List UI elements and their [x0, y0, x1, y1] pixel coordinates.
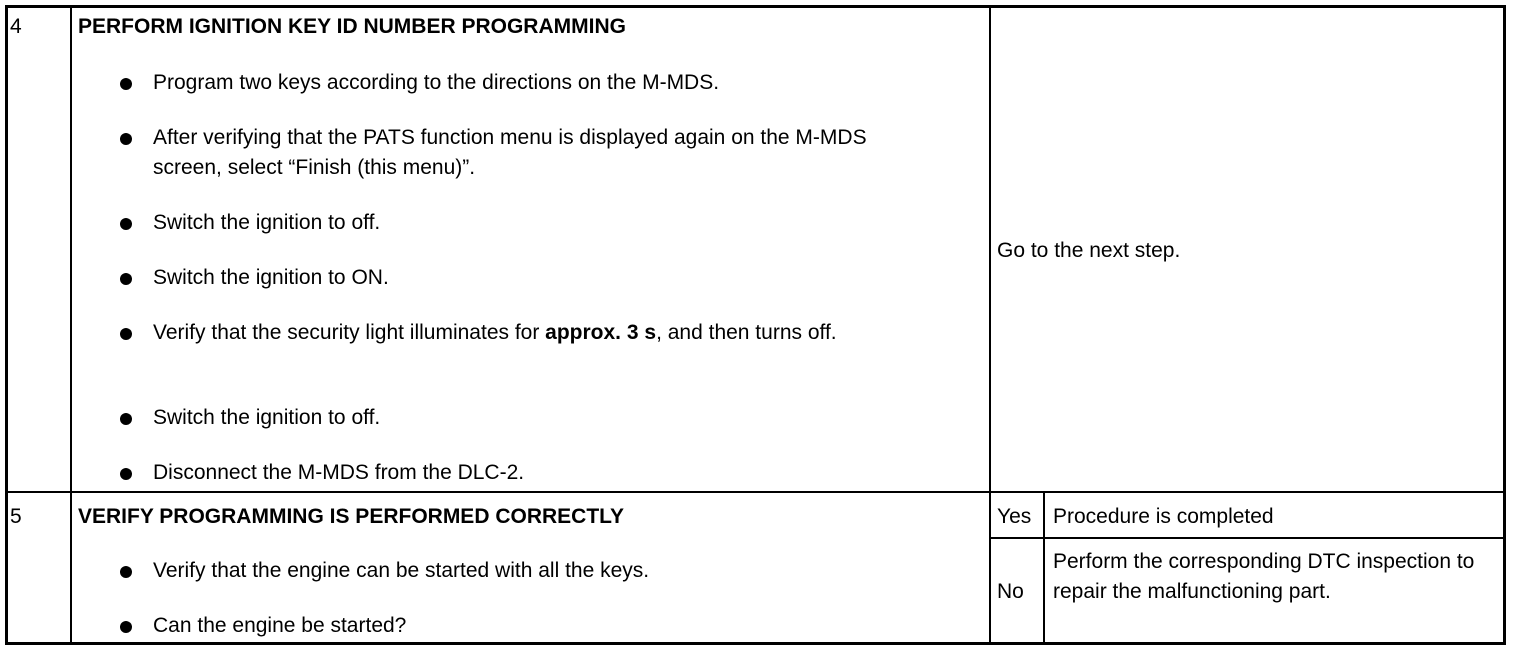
bullet-icon [120, 133, 132, 145]
bullet-icon [120, 78, 132, 90]
outcome-divider [990, 537, 1506, 539]
bullet-icon [120, 621, 132, 633]
step-result: Go to the next step. [997, 239, 1181, 262]
bullet-icon [120, 273, 132, 285]
instruction-text-part: , and then turns off. [656, 321, 837, 344]
step-title: PERFORM IGNITION KEY ID NUMBER PROGRAMMING [78, 15, 626, 38]
step-title: VERIFY PROGRAMMING IS PERFORMED CORRECTLY [78, 505, 625, 528]
instruction-text: Disconnect the M-MDS from the DLC-2. [153, 461, 525, 484]
instruction-text: Switch the ignition to off. [153, 211, 381, 234]
step-number: 4 [10, 15, 22, 38]
emphasis-duration: approx. 3 s [545, 321, 657, 344]
step-number: 5 [10, 505, 22, 528]
instruction-text: Can the engine be started? [153, 614, 407, 637]
column-divider-action [989, 5, 991, 645]
instruction-text: Switch the ignition to ON. [153, 266, 389, 289]
bullet-icon [120, 328, 132, 340]
action-no: Perform the corresponding DTC inspection to repair the malfunctioning part. [1053, 550, 1475, 603]
column-divider-answer [1043, 493, 1045, 645]
answer-yes: Yes [997, 505, 1032, 528]
bullet-icon [120, 566, 132, 578]
action-yes: Procedure is completed [1053, 505, 1274, 528]
column-divider-step [70, 5, 72, 645]
row-divider [5, 491, 1506, 493]
instruction-text-part: Verify that the security light illuminates for [153, 321, 546, 344]
answer-no: No [997, 580, 1024, 603]
instruction-text: After verifying that the PATS function menu is displayed again on the M-MDS screen, select “Finish (this menu)”. [153, 126, 867, 179]
instruction-text [153, 318, 943, 348]
instruction-text: Switch the ignition to off. [153, 406, 381, 429]
bullet-icon [120, 218, 132, 230]
bullet-icon [120, 468, 132, 480]
instruction-text: Verify that the engine can be started with all the keys. [153, 559, 650, 582]
instruction-text: Program two keys according to the directions on the M-MDS. [153, 71, 720, 94]
bullet-icon [120, 413, 132, 425]
